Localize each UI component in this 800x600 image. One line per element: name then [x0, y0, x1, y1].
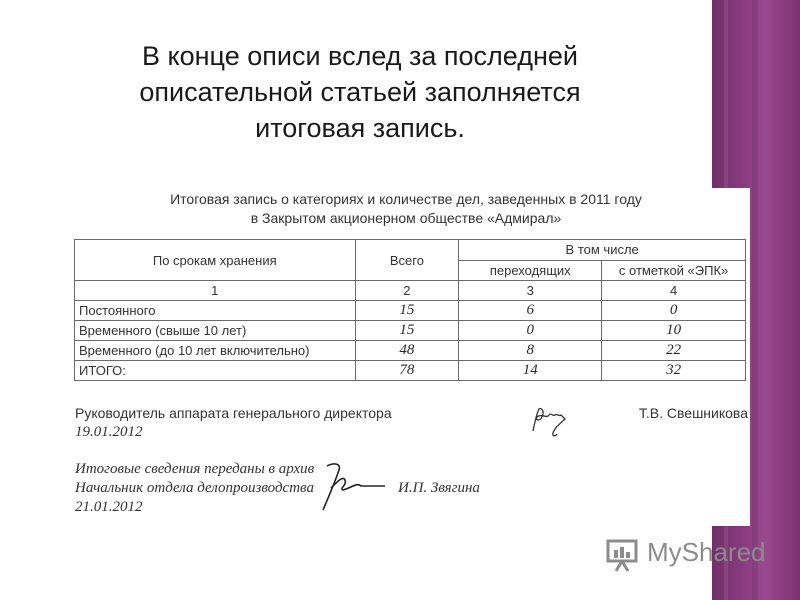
row-label: Временного (до 10 лет включительно): [75, 341, 356, 361]
cell-total: 48: [355, 341, 459, 361]
column-number: 1: [75, 281, 356, 301]
table-row: [75, 341, 746, 361]
header-epk: с отметкой «ЭПК»: [602, 260, 746, 281]
table-row-numbers: [75, 281, 746, 301]
handwritten-signature-icon: [317, 458, 387, 518]
presentation-board-icon: [605, 538, 641, 572]
cell-epk: 10: [602, 321, 746, 341]
document-heading-line: в Закрытом акционерном обществе «Адмирал»: [250, 210, 562, 226]
column-number: 3: [459, 281, 602, 301]
cell-transit: 0: [459, 321, 602, 341]
archive-date: 21.01.2012: [75, 499, 143, 515]
table-row: [75, 321, 746, 341]
slide-title-line: описательной статьей заполняется: [139, 77, 581, 107]
summary-table: [74, 239, 746, 381]
archive-line: Итоговые сведения переданы в архив: [75, 461, 315, 477]
cell-epk: 0: [602, 301, 746, 321]
handwritten-signature-icon: [525, 403, 575, 439]
signer-name: Т.В. Свешникова: [638, 405, 748, 421]
watermark-text: MyShared: [647, 537, 766, 567]
column-number: 4: [602, 281, 746, 301]
header-including: В том числе: [459, 240, 746, 261]
signature-date: 19.01.2012: [75, 424, 143, 440]
slide-title-line: итоговая запись.: [255, 113, 465, 143]
header-total: Всего: [355, 240, 459, 281]
cell-total: 78: [355, 361, 459, 381]
row-label: ИТОГО:: [75, 361, 356, 381]
column-number: 2: [355, 281, 459, 301]
cell-transit: 14: [459, 361, 602, 381]
slide-title-line: В конце описи вслед за последней: [142, 41, 578, 71]
cell-epk: 22: [602, 341, 746, 361]
cell-total: 15: [355, 321, 459, 341]
header-storage-period: По срокам хранения: [75, 240, 356, 281]
archive-signer-name: И.П. Звягина: [398, 480, 480, 496]
document-heading-line: Итоговая запись о категориях и количестве дел, заведенных в 2011 году: [170, 191, 642, 207]
row-label: Постоянного: [75, 301, 356, 321]
cell-total: 15: [355, 301, 459, 321]
watermark-logo: [603, 535, 778, 575]
table-row: [75, 301, 746, 321]
header-transit: переходящих: [459, 260, 602, 281]
table-row-total: [75, 361, 746, 381]
row-label: Временного (свыше 10 лет): [75, 321, 356, 341]
slide-title: [90, 38, 630, 146]
cell-epk: 32: [602, 361, 746, 381]
signer-role: Руководитель аппарата генерального директора: [75, 405, 392, 421]
director-signature-block: [75, 403, 755, 443]
document-heading: [62, 190, 750, 228]
cell-transit: 6: [459, 301, 602, 321]
archive-role: Начальник отдела делопроизводства: [75, 480, 314, 496]
cell-transit: 8: [459, 341, 602, 361]
document-image: [62, 188, 750, 526]
